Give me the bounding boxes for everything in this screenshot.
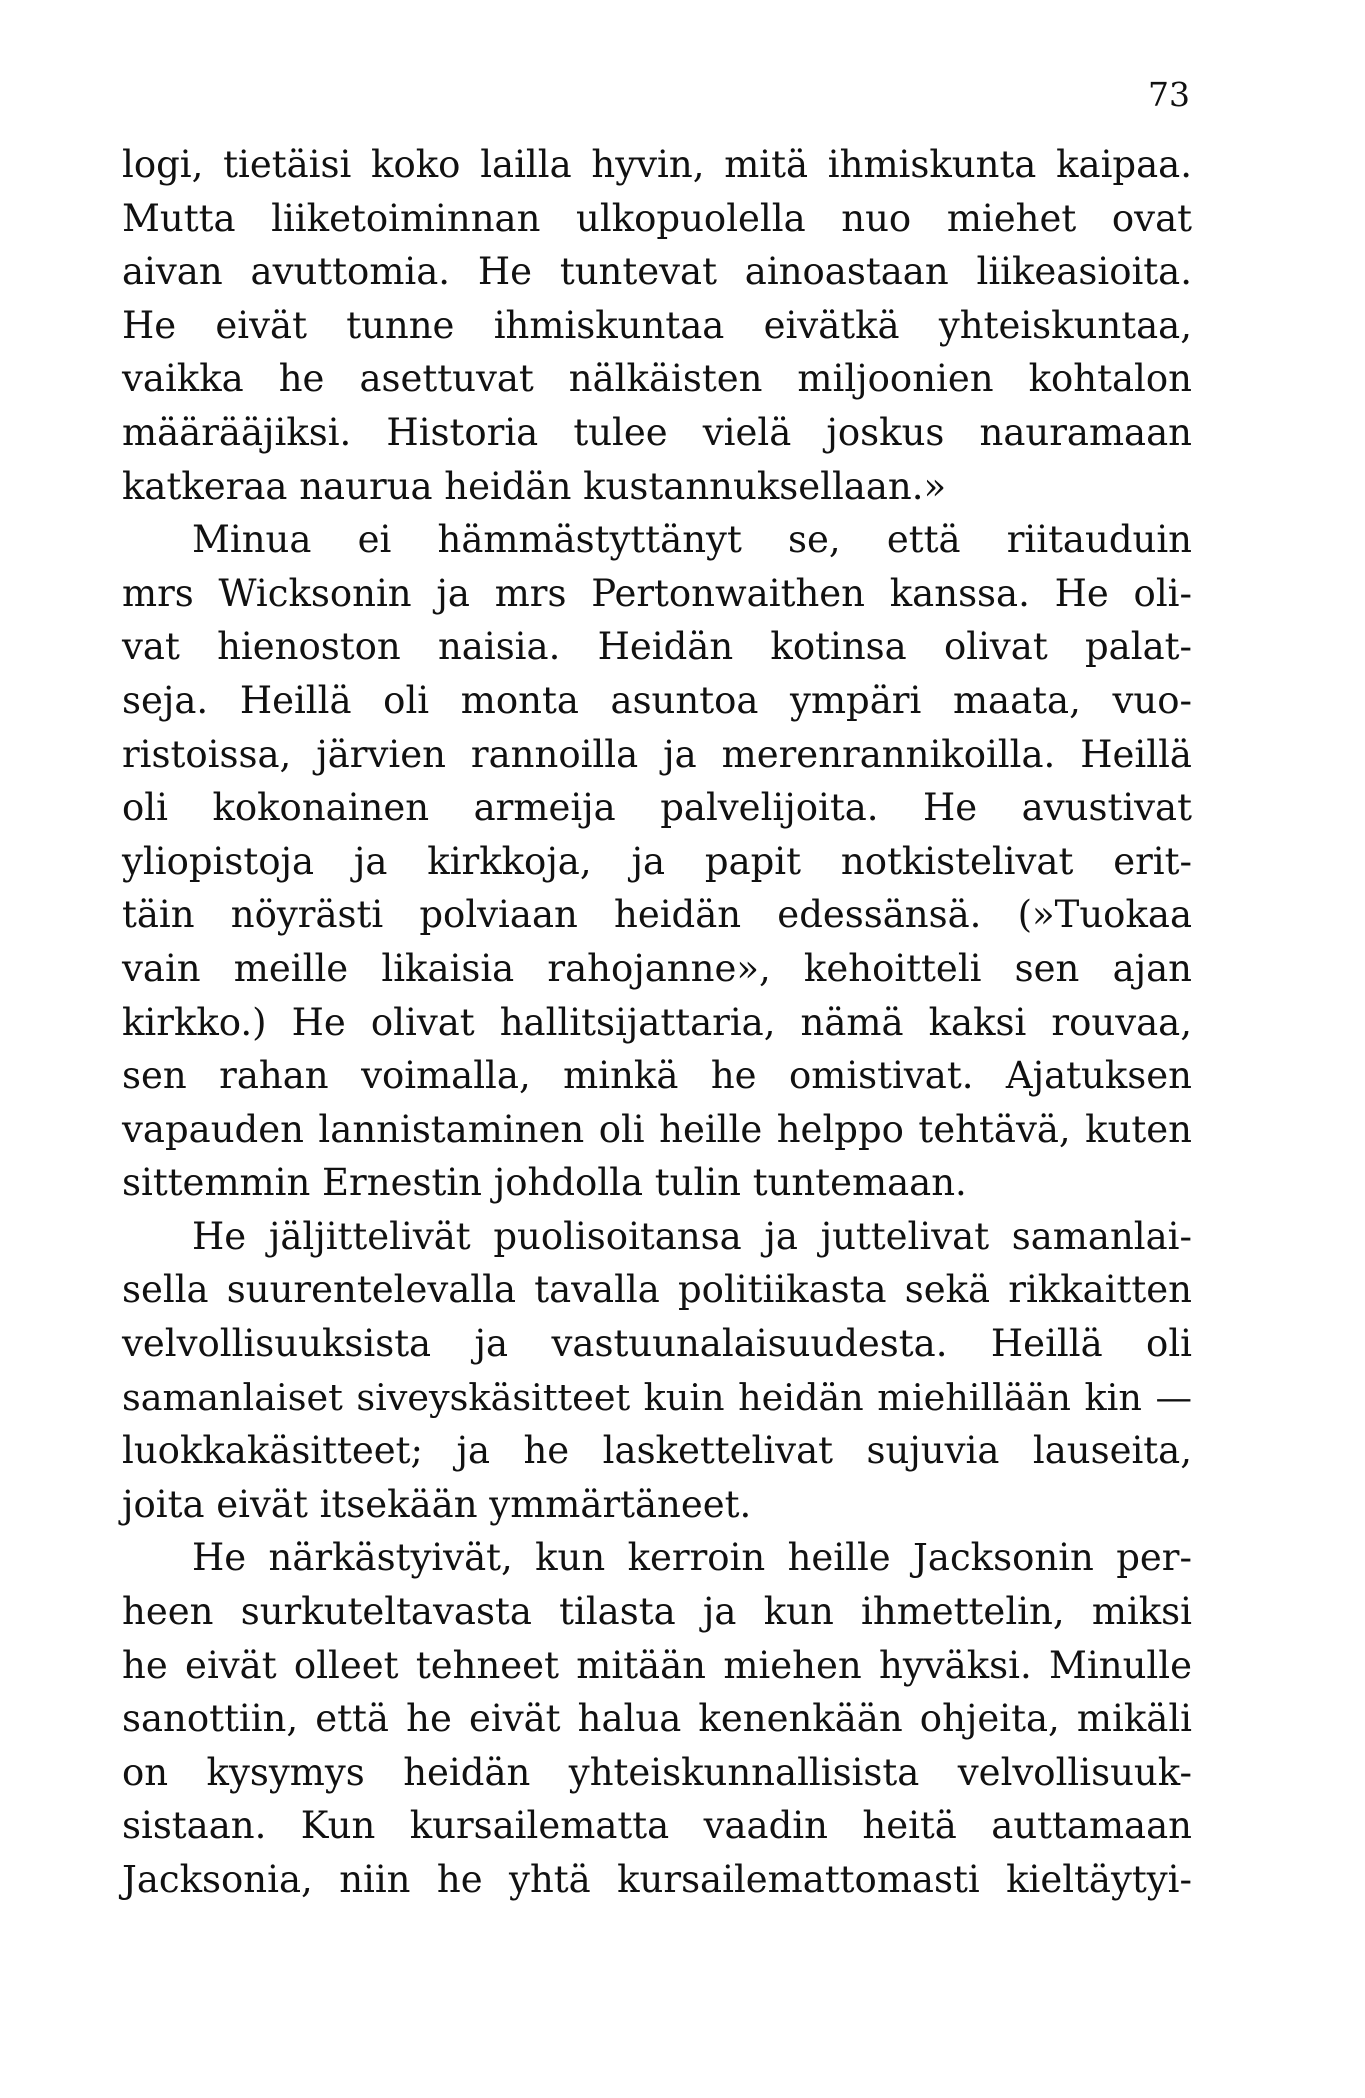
text-line: vaikka he asettuvat nälkäisten miljoonien kohtalon xyxy=(122,357,1192,401)
text-line: vain meille likaisia rahojanne», kehoitteli sen ajan xyxy=(122,946,1192,990)
text-line: Jacksonia, niin he yhtä kursailemattomasti kieltäytyi- xyxy=(122,1858,1192,1901)
text-line: katkeraa naurua heidän kustannuksellaan.» xyxy=(122,464,947,508)
text-line: vapauden lannistaminen oli heille helppo tehtävä, kuten xyxy=(122,1107,1192,1151)
text-line: He eivät tunne ihmiskuntaa eivätkä yhteiskuntaa, xyxy=(122,303,1192,347)
body-text xyxy=(122,138,1192,1907)
text-line: Minua ei hämmästyttänyt se, että riitauduin xyxy=(192,518,1192,562)
text-line: määrääjiksi. Historia tulee vielä joskus nauramaan xyxy=(122,410,1192,454)
text-line: kirkko.) He olivat hallitsijattaria, nämä kaksi rouvaa, xyxy=(122,1000,1192,1044)
text-line: He närkästyivät, kun kerroin heille Jacksonin per- xyxy=(192,1536,1192,1580)
text-line: on kysymys heidän yhteiskunnallisista velvollisuuk- xyxy=(122,1750,1192,1794)
text-line: luokkakäsitteet; ja he laskettelivat sujuvia lauseita, xyxy=(122,1429,1192,1473)
text-line: täin nöyrästi polviaan heidän edessänsä. (»Tuokaa xyxy=(122,893,1192,937)
text-line: logi, tietäisi koko lailla hyvin, mitä ihmiskunta kaipaa. xyxy=(122,143,1192,186)
page-number: 73 xyxy=(1148,75,1190,114)
text-line: ristoissa, järvien rannoilla ja merenrannikoilla. Heillä xyxy=(122,732,1192,776)
text-line: He jäljittelivät puolisoitansa ja juttelivat samanlai- xyxy=(192,1214,1192,1258)
text-line: sanottiin, että he eivät halua kenenkään ohjeita, mikäli xyxy=(122,1697,1192,1741)
text-line: sella suurentelevalla tavalla politiikasta sekä rikkaitten xyxy=(122,1268,1192,1312)
text-line: aivan avuttomia. He tuntevat ainoastaan liikeasioita. xyxy=(122,250,1192,294)
text-line: heen surkuteltavasta tilasta ja kun ihmettelin, miksi xyxy=(122,1590,1192,1634)
text-line: joita eivät itsekään ymmärtäneet. xyxy=(122,1482,752,1526)
text-line: seja. Heillä oli monta asuntoa ympäri maata, vuo- xyxy=(122,678,1192,722)
text-line: he eivät olleet tehneet mitään miehen hyväksi. Minulle xyxy=(122,1643,1192,1687)
text-line: mrs Wicksonin ja mrs Pertonwaithen kanssa. He oli- xyxy=(122,571,1192,615)
text-line: yliopistoja ja kirkkoja, ja papit notkistelivat erit- xyxy=(122,839,1192,883)
text-line: sen rahan voimalla, minkä he omistivat. Ajatuksen xyxy=(122,1054,1192,1098)
text-line: velvollisuuksista ja vastuunalaisuudesta. Heillä oli xyxy=(122,1322,1192,1366)
text-line: vat hienoston naisia. Heidän kotinsa olivat palat- xyxy=(122,625,1192,669)
text-line: sittemmin Ernestin johdolla tulin tuntemaan. xyxy=(122,1161,967,1205)
text-line: sistaan. Kun kursailematta vaadin heitä auttamaan xyxy=(122,1804,1192,1848)
text-line: oli kokonainen armeija palvelijoita. He avustivat xyxy=(122,786,1192,830)
text-line: Mutta liiketoiminnan ulkopuolella nuo miehet ovat xyxy=(122,196,1192,240)
text-line: samanlaiset siveyskäsitteet kuin heidän miehillään kin — xyxy=(122,1375,1192,1419)
